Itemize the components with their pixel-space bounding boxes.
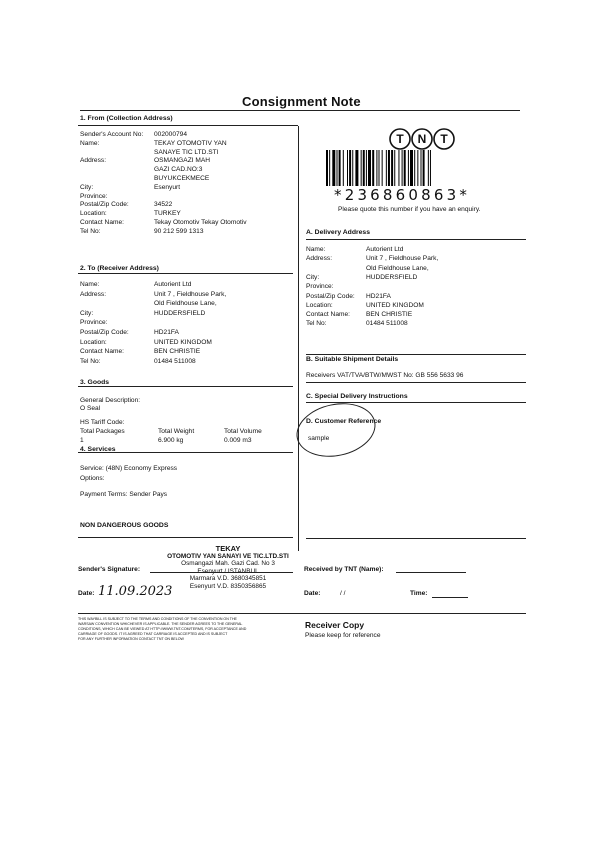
divider <box>78 386 293 387</box>
field-value: OSMANGAZI MAH <box>154 157 211 165</box>
field-value: BEN CHRISTIE <box>366 311 413 319</box>
barcode-bar <box>339 150 341 186</box>
divider <box>306 239 526 240</box>
hs-tariff-label: HS Tariff Code: <box>80 419 125 426</box>
barcode-bar <box>410 150 413 186</box>
field-label: Address: <box>306 255 333 263</box>
stamp-line: OTOMOTIV YAN SANAYI VE TIC.LTD.STI <box>167 552 289 560</box>
field-label: Province: <box>306 283 334 291</box>
field-value: BEN CHRISTIE <box>154 348 201 356</box>
field-label: Contact Name: <box>80 219 124 226</box>
general-description-label: General Description: <box>80 397 141 404</box>
field-label: Location: <box>80 210 107 218</box>
suitable-heading: B. Suitable Shipment Details <box>306 356 399 363</box>
divider <box>306 382 526 383</box>
divider <box>306 538 526 539</box>
barcode-bar <box>372 150 374 186</box>
barcode-bar <box>404 150 406 186</box>
field-value: TURKEY <box>154 210 181 218</box>
barcode-icon <box>326 150 486 186</box>
legal-line: WARSAW CONVENTION WHICHEVER IS APPLICABLE. THE SENDER AGREES TO THE GENERAL <box>78 622 243 626</box>
barcode-bar <box>430 150 431 186</box>
field-value: HD21FA <box>366 292 391 300</box>
received-time-label: Time: <box>410 590 428 597</box>
field-value: 34522 <box>154 201 173 209</box>
divider <box>78 273 293 274</box>
barcode-bar <box>408 150 409 186</box>
barcode-bar <box>332 150 335 186</box>
barcode-bar <box>379 150 380 186</box>
barcode-number: *236860863* <box>334 186 471 204</box>
customer-ref-heading: D. Customer Reference <box>306 418 382 425</box>
field-label: City: <box>80 309 94 317</box>
barcode-bar <box>329 150 330 186</box>
field-value: TEKAY OTOMOTIV YAN <box>154 139 227 147</box>
field-value: HUDDERSFIELD <box>366 273 418 281</box>
field-value: HD21FA <box>154 329 179 336</box>
page-title: Consignment Note <box>242 94 361 109</box>
field-label: Tel No: <box>80 227 101 235</box>
field-value: Autorient Ltd <box>154 281 192 288</box>
barcode-bar <box>376 150 377 186</box>
field-value: Unit 7 , Fieldhouse Park, <box>366 255 439 263</box>
field-value: Unit 7 , Fieldhouse Park, <box>154 290 227 298</box>
field-label: Name: <box>80 281 100 288</box>
divider <box>80 110 520 111</box>
legal-line: THIS WAYBILL IS SUBJECT TO THE TERMS AND CONDITIONS OF THE CONVENTION ON THE <box>78 617 237 621</box>
field-value: BUYUKCEKMECE <box>154 175 210 182</box>
barcode-bar <box>366 150 367 186</box>
divider <box>78 125 298 126</box>
weight-value: 6.900 kg <box>158 437 184 444</box>
field-label: Location: <box>306 301 333 309</box>
field-value: 01484 511008 <box>154 357 196 365</box>
field-label: Tel No: <box>306 320 327 328</box>
field-label: Address: <box>80 157 107 165</box>
legal-line: CARRIAGE OF GOODS. IT IS AGREED THAT CARRIAGE IS ACCEPTED AND IS SUBJECT <box>78 632 228 636</box>
volume-label: Total Volume <box>224 428 262 435</box>
packages-label: Total Packages <box>80 428 125 435</box>
service-value: Service: (48N) Economy Express <box>80 465 178 472</box>
tnt-logo-icon <box>389 128 455 150</box>
barcode-bar <box>391 150 393 186</box>
barcode-bar <box>337 150 338 186</box>
stamp-line: Esenyurt V.D. 8350356865 <box>189 582 267 590</box>
field-value: Autorient Ltd <box>366 246 404 253</box>
sender-signature-label: Sender's Signature: <box>78 566 141 573</box>
svg-text:T: T <box>396 132 404 146</box>
barcode-bar <box>421 150 422 186</box>
field-label: Name: <box>306 246 326 253</box>
stamp-line: Esenyurt / ISTANBUL <box>197 567 259 575</box>
barcode-bar <box>402 150 403 186</box>
signature-line <box>150 572 293 573</box>
payment-terms: Payment Terms: Sender Pays <box>80 491 168 498</box>
packages-value: 1 <box>80 437 84 444</box>
barcode-bar <box>428 150 429 186</box>
handwritten-circle <box>291 396 380 463</box>
field-value: Esenyurt <box>154 183 181 191</box>
divider <box>306 354 526 355</box>
received-date-label: Date: <box>304 590 321 597</box>
barcode-bar <box>417 150 418 186</box>
barcode-bar <box>347 150 348 186</box>
special-heading: C. Special Delivery Instructions <box>306 393 408 400</box>
barcode-bar <box>352 150 353 186</box>
field-label: Name: <box>80 139 100 147</box>
field-label: Location: <box>80 338 107 346</box>
field-value: 002000794 <box>154 131 188 138</box>
field-value: UNITED KINGDOM <box>154 338 212 346</box>
field-value: Old Fieldhouse Lane, <box>366 264 429 272</box>
barcode-bar <box>368 150 371 186</box>
barcode-bar <box>414 150 415 186</box>
stamp-line: Osmangazi Mah. Gazi Cad. No 3 <box>181 560 275 568</box>
barcode-bar <box>398 150 399 186</box>
received-date-value: / / <box>340 590 346 597</box>
svg-text:N: N <box>417 132 427 146</box>
receiver-copy-title: Receiver Copy <box>305 620 365 630</box>
barcode-bar <box>386 150 387 186</box>
sender-date-label: Date: <box>78 590 95 597</box>
field-label: Contact Name: <box>80 348 124 356</box>
barcode-bar <box>355 150 358 186</box>
field-label: Postal/Zip Code: <box>306 292 355 300</box>
field-label: Contact Name: <box>306 311 350 319</box>
legal-line: FOR ANY FURTHER INFORMATION CONTACT TNT ON BELOW <box>78 637 184 641</box>
field-label: Postal/Zip Code: <box>80 201 129 209</box>
services-heading: 4. Services <box>80 446 116 453</box>
barcode-bar <box>394 150 395 186</box>
barcode-bar <box>326 150 328 186</box>
from-heading: 1. From (Collection Address) <box>80 115 173 122</box>
field-label: City: <box>306 273 320 281</box>
barcode-bar <box>349 150 351 186</box>
customer-ref-value: sample <box>308 435 330 442</box>
field-value: 90 212 599 1313 <box>154 227 204 235</box>
field-label: Tel No: <box>80 357 101 365</box>
legal-line: CONDITIONS, WHICH CAN BE VIEWED AT HTTP://WWW.TNT.COM/TERMS, FOR ACCEPTANCE AND <box>78 627 247 631</box>
received-line <box>396 572 466 573</box>
non-dangerous-goods: NON DANGEROUS GOODS <box>80 522 169 529</box>
barcode-bar <box>363 150 365 186</box>
divider <box>78 537 293 538</box>
svg-text:T: T <box>440 132 448 146</box>
divider <box>298 126 299 551</box>
to-heading: 2. To (Receiver Address) <box>80 265 159 272</box>
goods-heading: 3. Goods <box>80 379 110 386</box>
stamp-line: Marmara V.D. 3680345851 <box>189 575 267 583</box>
receiver-copy-note: Please keep for reference <box>305 632 381 639</box>
barcode-caption: Please quote this number if you have an enquiry. <box>338 206 481 213</box>
field-label: Address: <box>80 290 107 298</box>
stamp-line: TEKAY <box>215 544 241 553</box>
delivery-heading: A. Delivery Address <box>306 229 370 236</box>
barcode-bar <box>423 150 425 186</box>
received-by-label: Received by TNT (Name): <box>304 566 384 573</box>
field-value: UNITED KINGDOM <box>366 301 424 309</box>
general-description: O Seal <box>80 405 101 412</box>
field-value: GAZI CAD.NO:3 <box>154 166 203 174</box>
field-value: Tekay Otomotiv Tekay Otomotiv <box>154 219 247 226</box>
field-value: 01484 511008 <box>366 320 408 328</box>
barcode-bar <box>382 150 383 186</box>
weight-label: Total Weight <box>158 428 195 435</box>
handwritten-date: 11.09.2023 <box>98 584 173 599</box>
field-label: Province: <box>80 319 108 327</box>
barcode-bar <box>343 150 344 186</box>
receiver-vat: Receivers VAT/TVA/BTW/MWST No: GB 556 5633 96 <box>306 372 464 379</box>
field-value: HUDDERSFIELD <box>154 309 206 317</box>
options-value: Options: <box>80 475 105 482</box>
barcode-bar <box>388 150 390 186</box>
barcode-bar <box>361 150 362 186</box>
volume-value: 0.009 m3 <box>224 437 252 444</box>
field-label: Sender's Account No: <box>80 131 144 138</box>
time-line <box>432 597 468 598</box>
field-value: SANAYE TIC LTD.STI <box>154 148 219 156</box>
field-value: Old Fieldhouse Lane, <box>154 300 217 308</box>
field-label: City: <box>80 183 94 191</box>
field-label: Province: <box>80 192 108 200</box>
field-label: Postal/Zip Code: <box>80 329 129 336</box>
divider <box>78 613 526 614</box>
